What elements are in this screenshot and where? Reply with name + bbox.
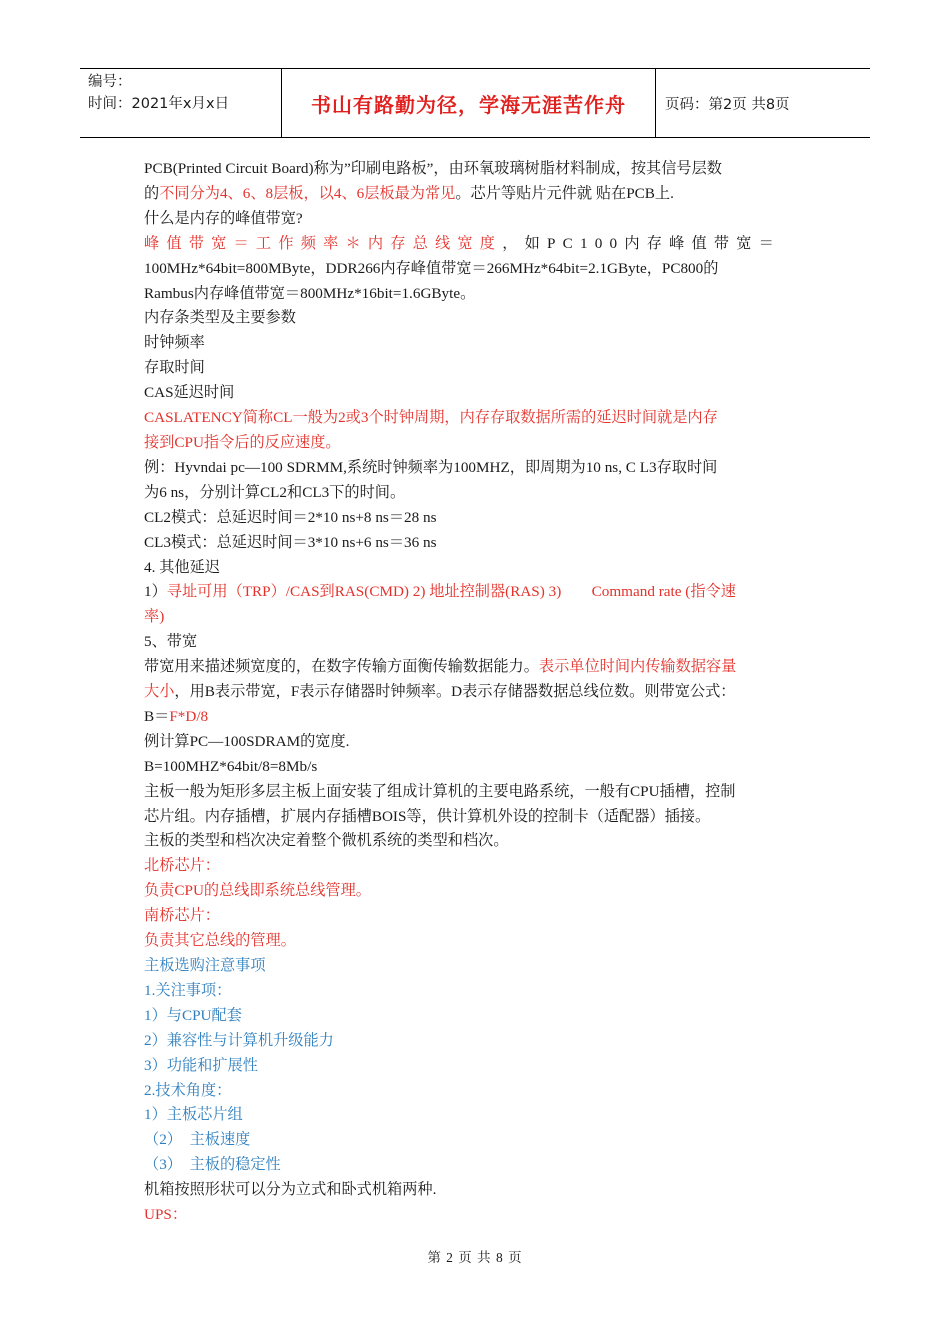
text-line: 的不同分为4、6、8层板，以4、6层板最为常见。芯片等贴片元件就 贴在PCB上. — [144, 184, 674, 202]
text-line: 峰值带宽＝工作频率＊内存总线宽度，如PC100内存峰值带宽＝ — [144, 234, 782, 252]
page-header — [80, 68, 870, 138]
text-line: 为6 ns，分别计算CL2和CL3下的时间。 — [144, 483, 406, 501]
text-line: 1）主板芯片组 — [144, 1106, 243, 1124]
text-line: 1.关注事项： — [144, 981, 232, 999]
text-line: 大小，用B表示带宽，F表示存储器时钟频率。D表示存储器数据总线位数。则带宽公式： — [144, 683, 736, 701]
text-line: B＝F*D/8 — [144, 707, 209, 725]
text-line: 5、带宽 — [144, 633, 198, 651]
text-line: 2.技术角度： — [144, 1081, 232, 1099]
highlight-text: 大小 — [144, 683, 175, 701]
text-line: 接到CPU指令后的反应速度。 — [144, 433, 341, 451]
text-line: 机箱按照形状可以分为立式和卧式机箱两种. — [144, 1181, 437, 1199]
number-label: 编号： — [88, 74, 132, 90]
date-text: 时间：2021年x月x日 — [88, 96, 230, 112]
text-line: 100MHz*64bit=800MByte，DDR266内存峰值带宽＝266MHz*64bit=2.1GByte，PC800的 — [144, 259, 719, 277]
text-line: 4. 其他延迟 — [144, 558, 220, 576]
text-line: 时钟频率 — [144, 334, 205, 352]
header-page-info: 页码：第2页 共8页 — [665, 96, 790, 113]
text-line: B=100MHZ*64bit/8=8Mb/s — [144, 757, 318, 775]
text-line: 1）寻址可用（TRP）/CAS到RAS(CMD) 2) 地址控制器(RAS) 3) Command rate (指令速 — [144, 583, 736, 601]
text-line: 主板的类型和档次决定着整个微机系统的类型和档次。 — [144, 832, 509, 850]
text-line: CASLATENCY简称CL一般为2或3个时钟周期，内存存取数据所需的延迟时间就是内存 — [144, 409, 718, 427]
document-body — [144, 157, 812, 1228]
highlight-text: 表示单位时间内传输数据容量 — [538, 658, 737, 676]
text-line: Rambus内存峰值带宽＝800MHz*16bit=1.6GByte。 — [144, 284, 476, 302]
page-footer: 第 2 页 共 8 页 — [427, 1250, 523, 1265]
text-line: UPS： — [144, 1206, 188, 1224]
header-meta — [80, 69, 280, 137]
text-line: 北桥芯片： — [144, 857, 220, 875]
text-line: PCB(Printed Circuit Board)称为”印刷电路板”，由环氧玻璃树脂材料制成，按其信号层数 — [144, 160, 722, 177]
highlight-text: F*D/8 — [169, 707, 209, 725]
text-line: 主板选购注意事项 — [144, 957, 266, 974]
text-line: CAS延迟时间 — [144, 384, 235, 402]
highlight-text: 峰值带宽＝工作频率＊内存总线宽度 — [144, 234, 503, 252]
text-line: CL3模式：总延迟时间＝3*10 ns+6 ns＝36 ns — [144, 533, 437, 551]
text-line: 内存条类型及主要参数 — [144, 309, 296, 327]
text-line: 负责其它总线的管理。 — [144, 932, 296, 950]
header-motto: 书山有路勤为径，学海无涯苦作舟 — [281, 69, 656, 137]
text-line: 什么是内存的峰值带宽? — [144, 209, 303, 227]
text-line: 例：Hyvndai pc—100 SDRMM,系统时钟频率为100MHZ，即周期为10 ns, C L3存取时间 — [144, 458, 718, 476]
text-line: （2） 主板速度 — [144, 1131, 251, 1149]
text-line: 例计算PC—100SDRAM的宽度. — [144, 732, 350, 750]
text-line: 存取时间 — [144, 359, 205, 377]
text-line: 带宽用来描述频宽度的，在数字传输方面衡传输数据能力。表示单位时间内传输数据容量 — [144, 658, 737, 676]
text-line: 南桥芯片： — [144, 907, 220, 925]
text-line: 芯片组。内存插槽，扩展内存插槽BOIS等，供计算机外设的控制卡（适配器）插接。 — [144, 807, 711, 825]
text-line: 主板一般为矩形多层主板上面安装了组成计算机的主要电路系统，一般有CPU插槽，控制 — [144, 782, 736, 800]
text-line: 2）兼容性与计算机升级能力 — [144, 1031, 334, 1049]
text-line: CL2模式：总延迟时间＝2*10 ns+8 ns＝28 ns — [144, 508, 437, 526]
text-line: 3）功能和扩展性 — [144, 1056, 258, 1074]
text-line: 1）与CPU配套 — [144, 1006, 242, 1024]
highlight-text: 寻址可用（TRP）/CAS到RAS(CMD) 2) 地址控制器(RAS) 3) Command rate (指令速 — [166, 583, 736, 601]
text-line: 负责CPU的总线即系统总线管理。 — [144, 882, 371, 900]
text-line: （3） 主板的稳定性 — [144, 1156, 281, 1174]
text-line: 率) — [144, 608, 165, 626]
highlight-text: 不同分为4、6、8层板，以4、6层板最为常见 — [159, 184, 456, 202]
